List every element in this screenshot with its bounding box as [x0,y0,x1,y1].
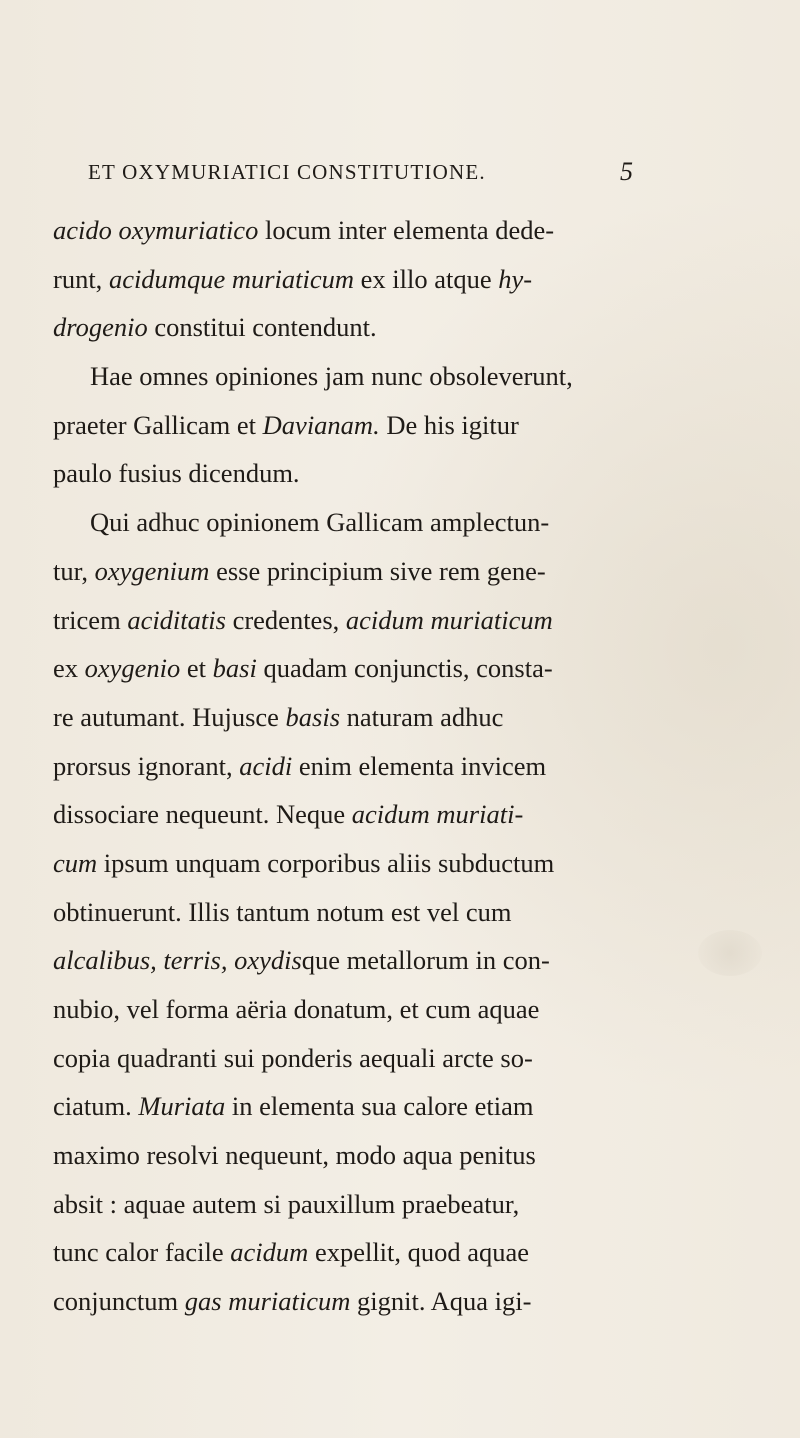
roman-text: Qui adhuc opinionem Gallicam amplectun- [90,507,550,538]
roman-text: praeter Gallicam et [53,409,263,440]
italic-text: aciditatis [127,604,226,635]
page-number: 5 [620,157,633,186]
text-line [53,498,773,547]
roman-text: re autumant. Hujusce [53,701,286,732]
roman-text: expellit, quod aquae [308,1237,530,1268]
roman-text: conjunctum [53,1286,185,1317]
italic-text: oxygenio [84,653,181,684]
text-line [53,206,773,255]
italic-text: hy- [498,263,533,294]
roman-text: tunc calor facile [53,1237,231,1268]
roman-text: esse principium sive rem gene- [209,555,546,586]
roman-text: ex [53,653,85,684]
roman-text: locum inter elementa dede- [258,215,555,245]
text-line [53,936,773,985]
text-line [53,888,773,937]
italic-text: gas muriaticum [184,1286,351,1317]
roman-text: De his igitur [379,409,519,440]
roman-text: tur, [53,555,95,586]
running-head: ET OXYMURIATICI CONSTITUTIONE. [88,160,486,184]
roman-text: que metallorum in con- [301,945,550,976]
roman-text: ciatum. [53,1091,139,1122]
text-line [53,449,773,498]
body-text [53,206,773,1326]
text-line [53,352,773,401]
roman-text: naturam adhuc [340,701,504,732]
italic-text: drogenio [53,312,148,343]
roman-text: prorsus ignorant, [53,750,240,781]
text-line [53,644,773,693]
roman-text: absit : aquae autem si pauxillum praebeatur, [53,1188,520,1219]
italic-text: acido oxymuriatico [53,215,259,245]
roman-text: Hae omnes opiniones jam nunc obsoleverunt, [90,361,573,392]
text-line [53,839,773,888]
text-line [53,1082,773,1131]
roman-text: dissociare nequeunt. Neque [53,799,352,830]
roman-text: gignit. Aqua igi- [350,1286,532,1317]
italic-text: alcalibus, terris, oxydis [53,945,302,976]
italic-text: cum [53,847,98,878]
italic-text: acidi [239,750,293,781]
italic-text: basis [285,701,341,732]
italic-text: Davianam. [262,409,380,440]
text-line [53,401,773,450]
roman-text: constitui contendunt. [147,312,377,343]
roman-text: copia quadranti sui ponderis aequali arcte so- [53,1042,533,1073]
text-line [53,693,773,742]
italic-text: oxygenium [94,555,210,586]
roman-text: nubio, vel forma aëria donatum, et cum aquae [53,994,540,1024]
text-line [53,255,773,304]
roman-text: maximo resolvi nequeunt, modo aqua penitus [53,1140,536,1171]
text-line [53,547,773,596]
roman-text: paulo fusius dicendum. [53,458,300,489]
text-line [53,596,773,645]
roman-text: ipsum unquam corporibus aliis subductum [97,847,555,878]
text-line [53,742,773,791]
roman-text: runt, [53,263,109,294]
italic-text: acidum muriati- [351,799,524,830]
text-line [53,1131,773,1180]
roman-text: enim elementa invicem [292,750,547,781]
text-line [53,1180,773,1229]
italic-text: basi [212,653,257,684]
roman-text: tricem [53,604,128,635]
roman-text: ex illo atque [354,263,499,294]
italic-text: acidumque muriaticum [108,263,355,294]
roman-text: in elementa sua calore etiam [225,1091,534,1122]
text-line [53,303,773,352]
roman-text: quadam conjunctis, consta- [256,653,553,684]
text-line [53,1034,773,1083]
roman-text: et [180,653,213,684]
italic-text: acidum [230,1237,309,1268]
page-header [88,157,648,190]
italic-text: Muriata [138,1091,226,1122]
roman-text: credentes, [225,604,346,635]
text-line [53,985,773,1034]
text-line [53,1228,773,1277]
roman-text: obtinuerunt. Illis tantum notum est vel cum [53,896,512,927]
text-line [53,790,773,839]
text-line [53,1277,773,1326]
italic-text: acidum muriaticum [345,604,553,635]
